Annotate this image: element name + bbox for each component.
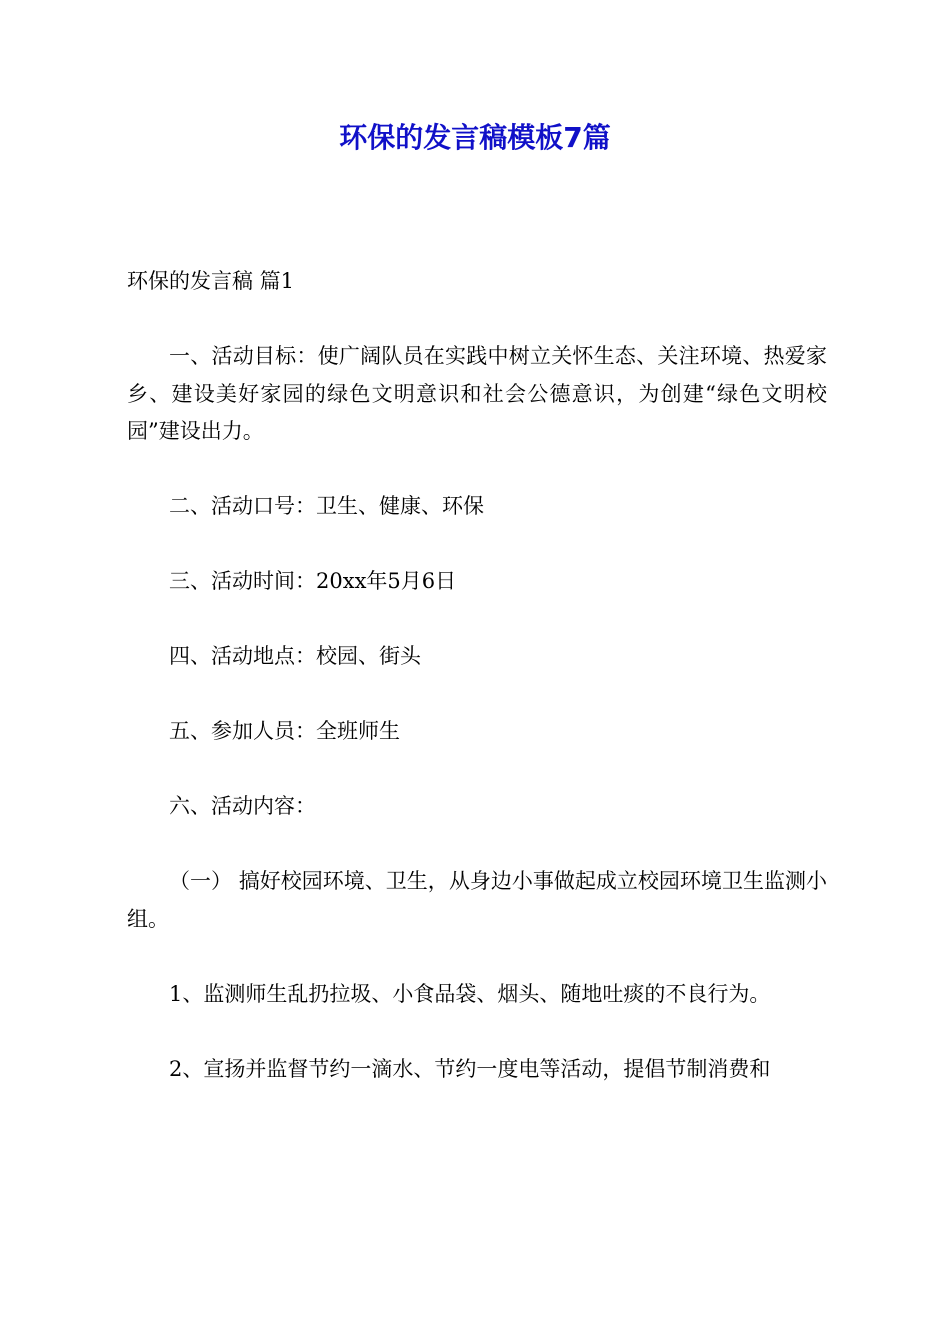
paragraph-activity-time: 三、活动时间：20xx年5月6日: [169, 569, 457, 593]
document-body: [127, 263, 827, 1126]
paragraph-item-2: 2、宣扬并监督节约一滴水、节约一度电等活动，提倡节制消费和: [169, 1056, 771, 1081]
document-title: 环保的发言稿模板7篇: [339, 121, 611, 154]
paragraph-campus-environment: （一） 搞好校园环境、卫生，从身边小事做起成立校园环境卫生监测小组。: [127, 869, 827, 931]
paragraph-activity-slogan: 二、活动口号：卫生、健康、环保: [169, 494, 484, 518]
section-heading: 环保的发言稿 篇1: [127, 269, 295, 293]
paragraph-activity-location: 四、活动地点：校园、街头: [169, 644, 421, 668]
paragraph-participants: 五、参加人员：全班师生: [169, 719, 400, 743]
paragraph-activity-goal: 一、活动目标：使广阔队员在实践中树立关怀生态、关注环境、热爱家乡、建设美好家园的绿色文明意识和社会公德意识，为创建“绿色文明校园”建设出力。: [127, 344, 827, 443]
paragraph-activity-content: 六、活动内容：: [169, 794, 316, 818]
paragraph-item-1: 1、监测师生乱扔拉圾、小食品袋、烟头、随地吐痰的不良行为。: [169, 981, 771, 1006]
